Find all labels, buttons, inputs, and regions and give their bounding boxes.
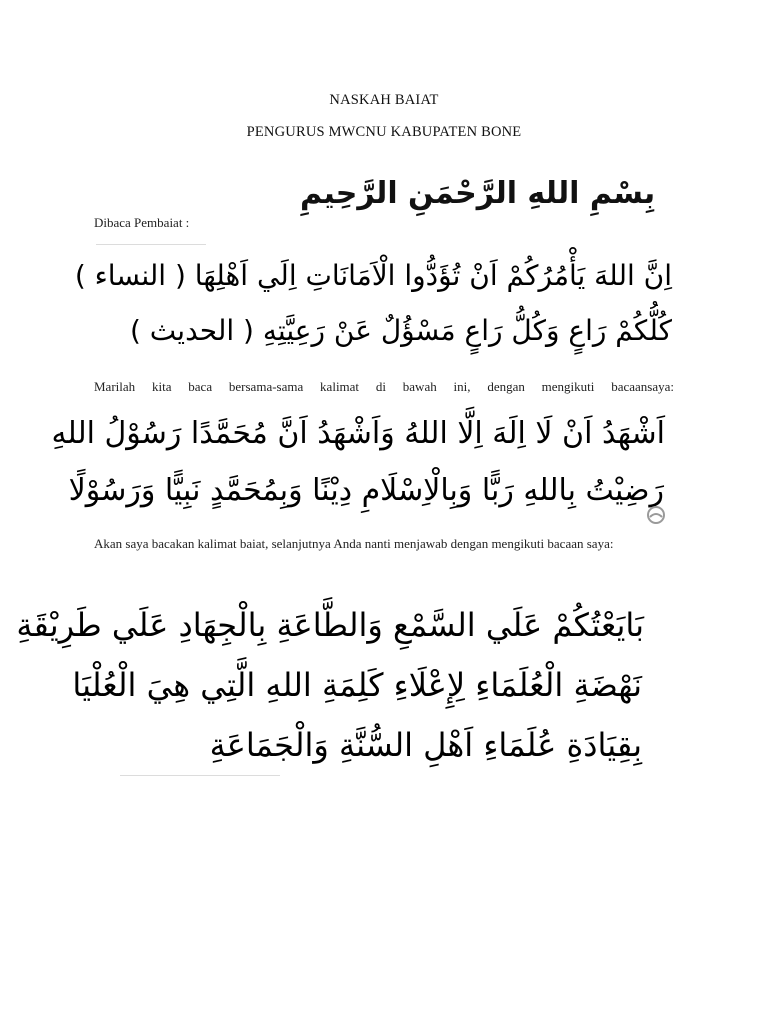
arabic-baiat-line: بِقِيَادَةِ عُلَمَاءِ اَهْلِ السُّنَّةِ وَالْجَمَاعَةِ bbox=[209, 726, 642, 764]
scan-mark-icon bbox=[645, 504, 667, 526]
arabic-baiat-line: بَايَعْتُكُمْ عَلَي السَّمْعِ وَالطَّاعَةِ بِالْجِهَادِ عَلَي طَرِيْقَةِ bbox=[16, 606, 644, 644]
arabic-radhitu-line: رَضِيْتُ بِاللهِ رَبًّا وَبِالْاِسْلَامِ دِيْنًا وَبِمُحَمَّدٍ نَبِيًّا وَرَسُوْلًا bbox=[68, 473, 664, 508]
section2-instruction: Marilah kita baca bersama-sama kalimat di bawah ini, dengan mengikuti bacaansaya: bbox=[94, 379, 674, 394]
section3-instruction: Akan saya bacakan kalimat baiat, selanjutnya Anda nanti menjawab dengan mengikuti bacaan saya: bbox=[94, 536, 614, 551]
scan-artifact-line bbox=[120, 775, 280, 776]
arabic-hadith-line: كُلُّكُمْ رَاعٍ وَكُلُّ رَاعٍ مَسْؤُلٌ عَنْ رَعِيَّتِهِ ( الحديث ) bbox=[129, 314, 672, 347]
section1-label: Dibaca Pembaiat : bbox=[94, 215, 190, 230]
document-title: NASKAH BAIAT bbox=[329, 92, 439, 108]
scan-artifact-line bbox=[96, 244, 206, 245]
arabic-shahada-line: اَشْهَدُ اَنْ لَا اِلَهَ اِلَّا اللهُ وَاَشْهَدُ اَنَّ مُحَمَّدًا رَسُوْلُ اللهِ bbox=[51, 416, 665, 451]
basmala-calligraphy: بِسْمِ اللهِ الرَّحْمَنِ الرَّحِيمِ bbox=[300, 176, 656, 211]
arabic-baiat-line: نَهْضَةِ الْعُلَمَاءِ لِإِعْلَاءِ كَلِمَةِ اللهِ الَّتِي هِيَ الْعُلْيَا bbox=[72, 666, 642, 704]
arabic-verse-line: اِنَّ اللهَ يَأْمُرُكُمْ اَنْ تُؤَدُّوا الْاَمَانَاتِ اِلَي اَهْلِهَا ( النساء ) bbox=[74, 259, 672, 292]
document-subtitle: PENGURUS MWCNU KABUPATEN BONE bbox=[246, 124, 522, 140]
